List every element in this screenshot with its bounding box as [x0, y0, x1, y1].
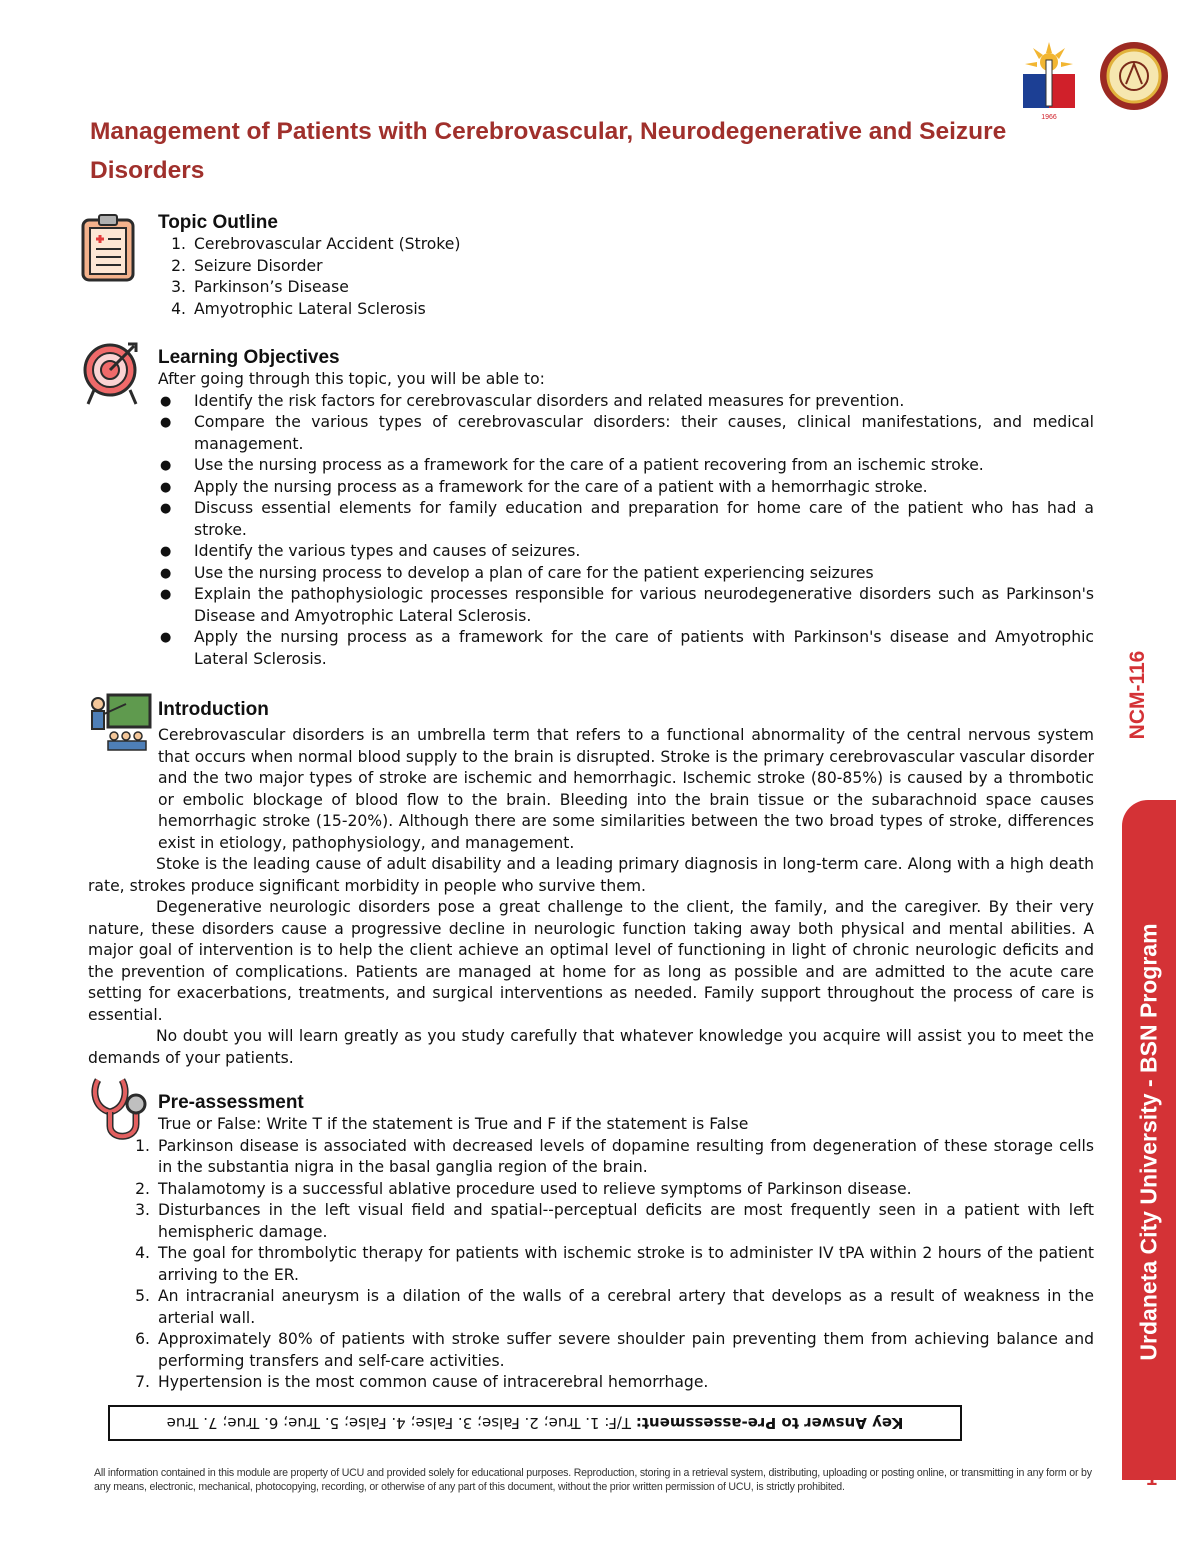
list-item: ● Compare the various types of cerebrovascular disorders: their causes, clinical manifestations, and medical management. — [160, 413, 1094, 453]
answer-key-values: T/F: 1. True; 2. False; 3. False; 4. False; 5. True; 6. True; 7. True — [166, 1414, 632, 1432]
ucu-seal — [1098, 40, 1170, 112]
topic-outline-list — [158, 234, 1098, 320]
intro-paragraph-1: Cerebrovascular disorders is an umbrella term that refers to a functional abnormality of the central nervous system that occurs when normal blood supply to the brain is disrupted. Stroke is the primary cerebrovascular vascular disorder and the two major types of stroke are ischemic and hemorrhagic. Ischemic stroke (80-85%) is caused by a thrombotic or embolic blockage of blood flow to the brain. Bleeding into the brain tissue or the subarachnoid space causes hemorrhagic stroke (15-20%). Although there are some similarities between the two broad types of stroke, differences exist in etiology, pathophysiology, and management. — [158, 726, 1094, 852]
list-item: ● Identify the risk factors for cerebrovascular disorders and related measures for prevention. — [160, 391, 905, 410]
intro-paragraph-3: Degenerative neurologic disorders pose a great challenge to the client, the family, and the caregiver. By their very nature, these disorders cause a progressive decline in neurologic function taking away both physical and mental abilities. A major goal of intervention is to help the client achieve an optimal level of functioning in light of chronic neurologic deficits and the prevention of complications. Patients are managed at home for as long as possible and are admitted to the acute care setting for exacerbations, treatments, and surgical interventions as needed. Family support throughout the process of care is essential. — [88, 898, 1094, 1024]
list-item: ● Apply the nursing process as a framework for the care of a patient with a hemorrhagic stroke. — [160, 477, 928, 496]
objectives-list — [158, 391, 1094, 671]
list-item: 1. Cerebrovascular Accident (Stroke) — [171, 235, 461, 253]
page-number: 1 — [1146, 1468, 1158, 1490]
list-item: 7. Hypertension is the most common cause of intracerebral hemorrhage. — [135, 1373, 709, 1391]
learning-objectives-title: Learning Objectives — [158, 347, 340, 368]
pre-assessment-list — [135, 1136, 1094, 1394]
program-label: Urdaneta City University - BSN Program — [1135, 923, 1162, 1361]
list-item: ● Explain the pathophysiologic processes responsible for various neurodegenerative disorders such as Parkinson's Disease and Amyotrophic Lateral Sclerosis. — [160, 585, 1094, 625]
list-item: 5. An intracranial aneurysm is a dilation of the walls of a cerebral artery that develops as a result of weakness in the arterial wall. — [135, 1287, 1094, 1327]
list-item: 4. The goal for thrombolytic therapy for patients with ischemic stroke is to administer IV tPA within 2 hours of the patient arriving to the ER. — [135, 1244, 1094, 1284]
list-item: 6. Approximately 80% of patients with stroke suffer severe shoulder pain preventing them from achieving balance and performing transfers and self-care activities. — [135, 1330, 1094, 1370]
list-item: ● Identify the various types and causes of seizures. — [160, 542, 581, 560]
list-item: 4. Amyotrophic Lateral Sclerosis — [171, 299, 426, 318]
pre-assessment-section — [135, 1092, 1094, 1394]
list-item: 3. Parkinson’s Disease — [171, 278, 349, 296]
answer-key-label: Key Answer to Pre-assessment: — [635, 1414, 904, 1432]
list-item: ● Use the nursing process to develop a plan of care for the patient experiencing seizures — [160, 563, 874, 582]
clipboard-icon — [80, 212, 136, 286]
topic-outline-section — [158, 212, 1098, 320]
introduction-title: Introduction — [158, 699, 269, 720]
pre-assessment-title: Pre-assessment — [158, 1092, 304, 1113]
list-item: 1. Parkinson disease is associated with decreased levels of dopamine resulting from degeneration of these storage cells in the substantia nigra in the basal ganglia region of the brain. — [135, 1136, 1094, 1176]
svg-text:1966: 1966 — [1041, 114, 1057, 120]
list-item: 2. Thalamotomy is a successful ablative procedure used to relieve symptoms of Parkinson disease. — [135, 1179, 912, 1198]
intro-paragraph-4: No doubt you will learn greatly as you study carefully that whatever knowledge you acquire will assist you to meet the demands of your patients. — [88, 1027, 1094, 1067]
list-item: ● Use the nursing process as a framework for the care of a patient recovering from an ischemic stroke. — [160, 456, 984, 474]
list-item: 3. Disturbances in the left visual field and spatial--perceptual deficits are most frequently seen in a patient with left hemispheric damage. — [135, 1201, 1094, 1241]
answer-key-text — [110, 1414, 960, 1432]
list-item: 2. Seizure Disorder — [171, 256, 323, 275]
page-title: Management of Patients with Cerebrovascular, Neurodegenerative and Seizure Disorders — [90, 118, 1007, 184]
answer-key-box — [108, 1405, 962, 1441]
topic-outline-title: Topic Outline — [158, 212, 278, 233]
learning-objectives-section — [158, 347, 1094, 670]
course-code: NCM-116 — [1126, 650, 1149, 740]
list-item: ● Discuss essential elements for family education and preparation for home care of the patient who has had a stroke. — [160, 499, 1094, 539]
objectives-intro: After going through this topic, you will be able to: — [158, 370, 545, 388]
introduction-body — [88, 725, 1094, 1069]
footer-disclaimer: All information contained in this module are property of UCU and provided solely for educational purposes. Reproduction, storing in a retrieval system, distributing, uploading or posting online, or transmitting in any form or by any means, electronic, mechanical, photocopying, recording, or otherwise of any part of this document, without the prior written permission of UCU, is strictly prohibited. — [94, 1467, 1092, 1493]
list-item: ● Apply the nursing process as a framework for the care of patients with Parkinson's disease and Amyotrophic Lateral Sclerosis. — [160, 628, 1094, 668]
target-icon — [82, 340, 142, 410]
pre-assessment-instruction: True or False: Write T if the statement is True and F if the statement is False — [158, 1115, 749, 1133]
intro-paragraph-2: Stoke is the leading cause of adult disability and a leading primary diagnosis in long-term care. Along with a high death rate, strokes produce significant morbidity in people who survive them. — [88, 855, 1094, 895]
